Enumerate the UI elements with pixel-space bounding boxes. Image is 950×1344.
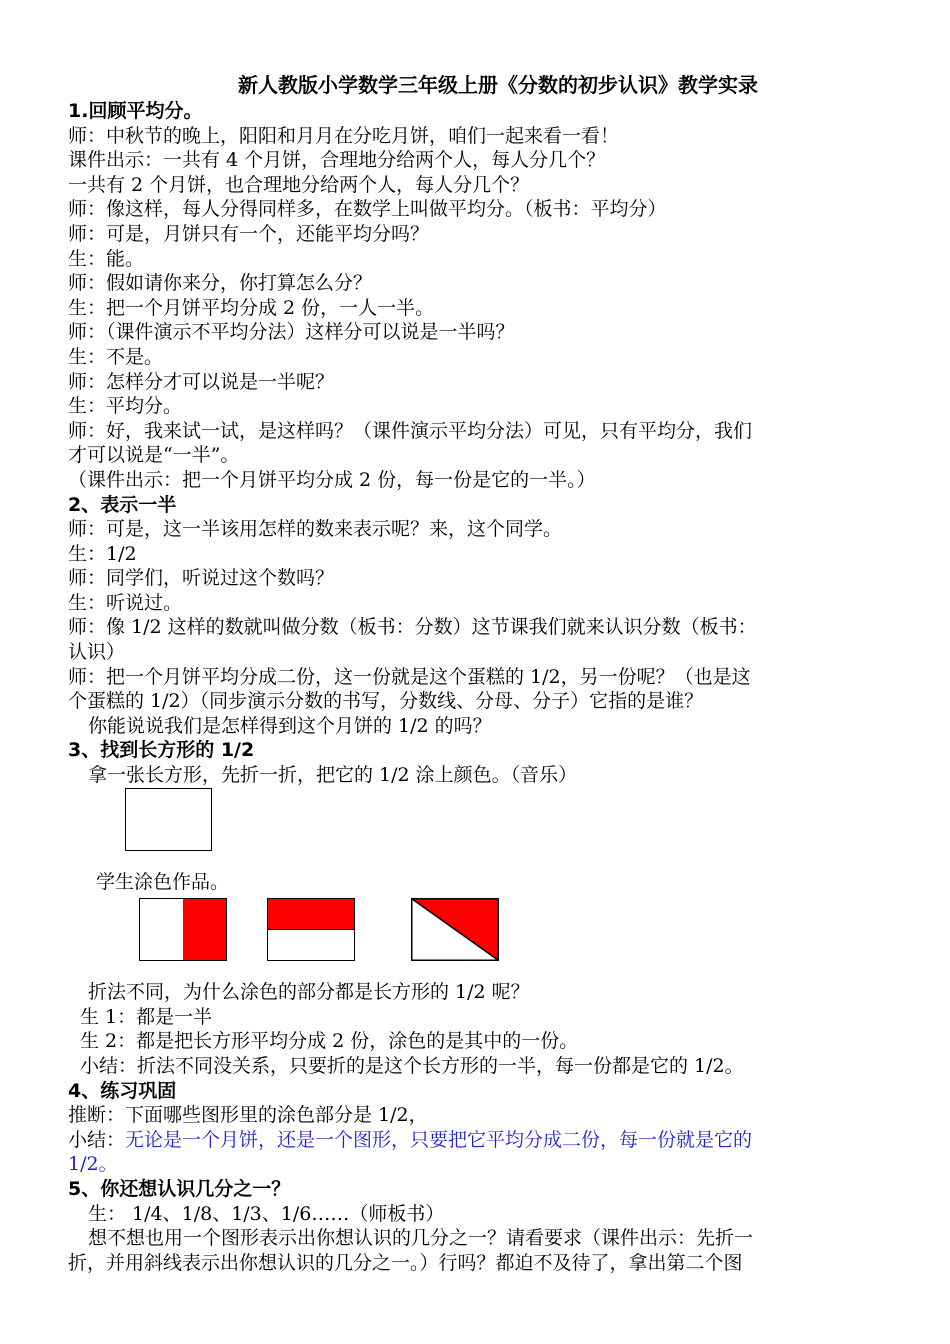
dialogue-line: 认识） — [68, 641, 126, 664]
dialogue-line: 生：1/2 — [68, 542, 137, 565]
dialogue-line: 生： 1/4、1/8、1/3、1/6……（师板书） — [88, 1202, 445, 1225]
dialogue-line: 师：（课件演示不平均分法）这样分可以说是一半吗？ — [68, 321, 515, 344]
question-line: 折法不同，为什么涂色的部分都是长方形的 1/2 呢？ — [88, 981, 530, 1004]
blank-rectangle-figure — [68, 788, 888, 870]
dialogue-line: 课件出示：一共有 4 个月饼，合理地分给两个人，每人分几个？ — [68, 149, 606, 172]
dialogue-line: 师：可是，月饼只有一个，还能平均分吗？ — [68, 222, 430, 245]
instruction-line: 拿一张长方形，先折一折，把它的 1/2 涂上颜色。（音乐） — [88, 764, 578, 787]
section-5-heading: 5、你还想认识几分之一？ — [68, 1177, 291, 1200]
dialogue-line: 才可以说是“一半”。 — [68, 444, 240, 467]
dialogue-line: 师：好，我来试一试，是这样吗？（课件演示平均分法）可见，只有平均分，我们 — [68, 419, 753, 442]
dialogue-line: （课件出示：把一个月饼平均分成 2 份，每一份是它的一半。） — [68, 468, 596, 491]
rectangle-top-half-shaded — [267, 898, 355, 961]
exercise-line: 推断：下面哪些图形里的涂色部分是 1/2， — [68, 1104, 428, 1127]
dialogue-line: 想不想也用一个图形表示出你想认识的几分之一？请看要求（课件出示：先折一 — [88, 1227, 754, 1250]
dialogue-line: 生：平均分。 — [68, 395, 183, 418]
answer-line: 生 1：都是一半 — [80, 1005, 213, 1028]
summary-label: 小结： — [68, 1128, 126, 1151]
dialogue-line: 师：中秋节的晚上，阳阳和月月在分吃月饼，咱们一起来看一看！ — [68, 124, 620, 147]
shaded-half — [183, 899, 226, 960]
student-works-figure — [68, 894, 888, 980]
dialogue-line: 你能说说我们是怎样得到这个月饼的 1/2 的吗？ — [88, 714, 492, 737]
dialogue-line: 个蛋糕的 1/2）（同步演示分数的书写，分数线、分母、分子）它指的是谁？ — [68, 690, 704, 713]
dialogue-line: 折，并用斜线表示出你想认识的几分之一。）行吗？都迫不及待了，拿出第二个图 — [68, 1251, 743, 1274]
section-1-heading: 1.回顾平均分。 — [68, 100, 203, 122]
answer-line: 生 2：都是把长方形平均分成 2 份，涂色的是其中的一份。 — [80, 1030, 579, 1053]
shaded-half — [268, 899, 354, 930]
section-2-heading: 2、表示一半 — [68, 493, 177, 516]
dialogue-line: 生：不是。 — [68, 345, 164, 368]
dialogue-line: 生：能。 — [68, 247, 145, 270]
dialogue-line: 师：假如请你来分，你打算怎么分？ — [68, 272, 373, 295]
rectangle-diagonal-half-shaded — [411, 898, 499, 961]
summary-text-cont: 1/2。 — [68, 1153, 118, 1176]
section-3-heading: 3、找到长方形的 1/2 — [68, 739, 255, 762]
dialogue-line: 一共有 2 个月饼，也合理地分给两个人，每人分几个？ — [68, 173, 530, 196]
section-4-heading: 4、练习巩固 — [68, 1079, 177, 1102]
dialogue-line: 师：把一个月饼平均分成二份，这一份就是这个蛋糕的 1/2，另一份呢？（也是这 — [68, 665, 751, 688]
dialogue-line: 师：像这样，每人分得同样多，在数学上叫做平均分。（板书：平均分） — [68, 198, 667, 221]
summary-line — [68, 1128, 888, 1153]
dialogue-line: 生：听说过。 — [68, 591, 183, 614]
dialogue-line: 师：同学们，听说过这个数吗？ — [68, 567, 335, 590]
dialogue-line: 师：可是，这一半该用怎样的数来表示呢？来，这个同学。 — [68, 518, 563, 541]
summary-text: 无论是一个月饼，还是一个图形，只要把它平均分成二份，每一份就是它的 — [125, 1128, 753, 1151]
dialogue-line: 师：怎样分才可以说是一半呢？ — [68, 370, 335, 393]
dialogue-line: 师：像 1/2 这样的数就叫做分数（板书：分数）这节课我们就来认识分数（板书： — [68, 616, 757, 639]
blank-rectangle — [125, 788, 212, 851]
dialogue-line: 生：把一个月饼平均分成 2 份，一人一半。 — [68, 296, 435, 319]
works-caption: 学生涂色作品。 — [96, 870, 230, 893]
rectangle-right-half-shaded — [139, 898, 227, 961]
document-page — [68, 72, 888, 1275]
summary-line: 小结：折法不同没关系，只要折的是这个长方形的一半，每一份都是它的 1/2。 — [80, 1055, 744, 1077]
document-title: 新人教版小学数学三年级上册《分数的初步认识》教学实录 — [238, 73, 758, 97]
